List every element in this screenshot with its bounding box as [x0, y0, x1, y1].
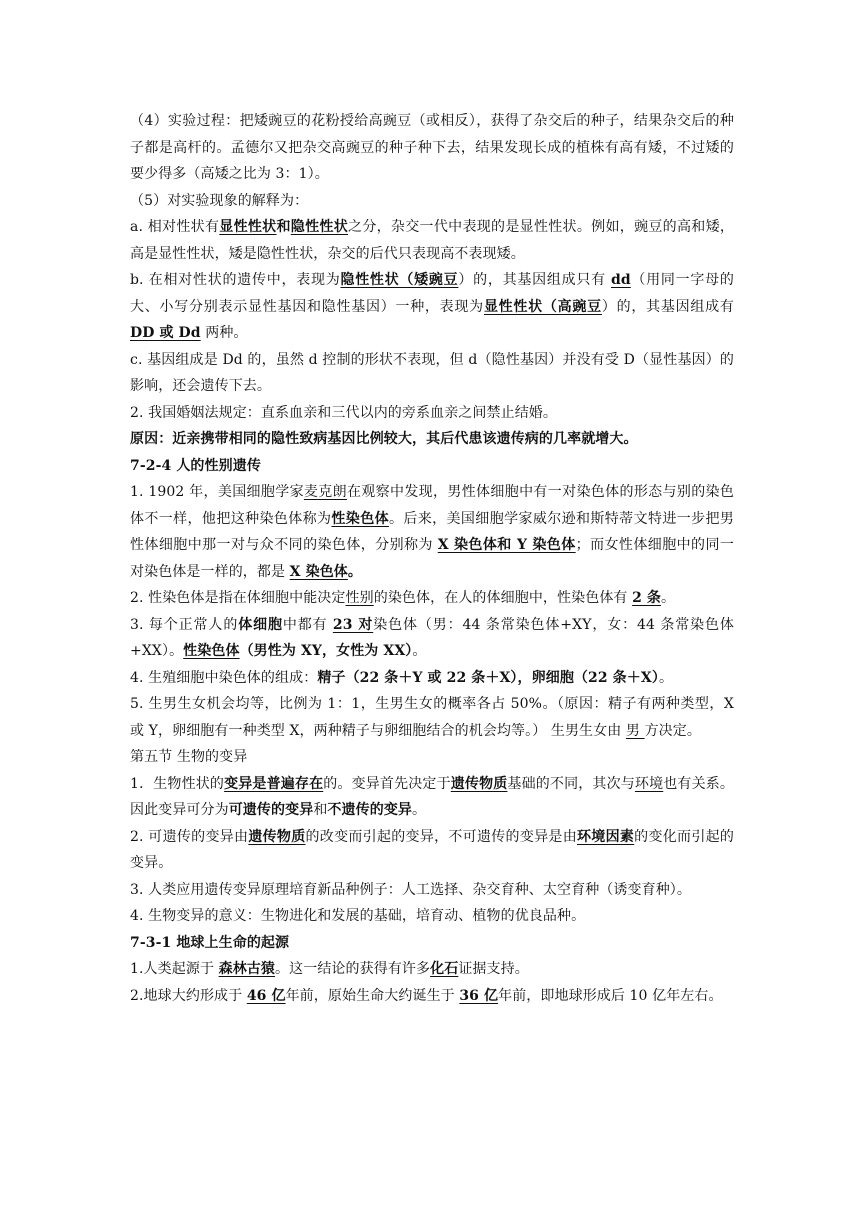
paragraph-sex-1: 1. 1902 年，美国细胞学家麦克朗在观察中发现，男性体细胞中有一对染色体的形态与别的染色体不一样，他把这种染色体称为性染色体。后来，美国细胞学家威尔逊和斯特蒂文特进一步把男性体细胞中那一对与众不同的染色体，分别称为 X 染色体和 Y 染色体；而女性体细胞中的同一对染色体是一样的，都是 X 染色体。: [130, 484, 734, 580]
paragraph-b: b. 在相对性状的遗传中，表现为隐性性状（矮豌豆）的，其基因组成只有 dd（用同一字母的大、小写分别表示显性基因和隐性基因）一种，表现为显性性状（高豌豆）的，其基因组成有 DD 或 Dd 两种。: [130, 272, 734, 341]
section-heading-7-3-1: 7-3-1 地球上生命的起源: [130, 934, 290, 951]
document-page: [130, 108, 734, 1009]
paragraph-sex-4: 4. 生殖细胞中染色体的组成：精子（22 条＋Y 或 22 条＋X），卵细胞（22 条＋X）。: [130, 669, 674, 686]
paragraph-sex-5: 5. 生男生女机会均等，比例为 1：1，生男生女的概率各占 50%。（原因：精子有两种类型，X 或 Y，卵细胞有一种类型 X，两种精子与卵细胞结合的机会均等。） 生男生女由 男 方决定。: [130, 696, 734, 739]
paragraph-variation-4: 4. 生物变异的意义：生物进化和发展的基础，培育动、植物的优良品种。: [130, 908, 586, 924]
paragraph-marriage-law: 2. 我国婚姻法规定：直系血亲和三代以内的旁系血亲之间禁止结婚。: [130, 404, 558, 421]
paragraph-explanation-heading: （5）对实验现象的解释为：: [130, 192, 309, 209]
paragraph-variation-2: 2. 可遗传的变异由遗传物质的改变而引起的变异，不可遗传的变异是由环境因素的变化而引起的变异。: [130, 828, 735, 871]
paragraph-sex-3: 3. 每个正常人的体细胞中都有 23 对染色体（男：44 条常染色体+XY，女：44 条常染色体+XX）。性染色体（男性为 XY，女性为 XX）。: [130, 616, 734, 659]
paragraph-c: c. 基因组成是 Dd 的，虽然 d 控制的形状不表现，但 d（隐性基因）并没有受 D（显性基因）的影响，还会遗传下去。: [130, 351, 734, 394]
section-heading-variation: 第五节 生物的变异: [130, 749, 248, 765]
section-heading-7-2-4: 7-2-4 人的性别遗传: [130, 457, 261, 474]
paragraph-sex-2: 2. 性染色体是指在体细胞中能决定性别的染色体，在人的体细胞中，性染色体有 2 条。: [130, 590, 676, 606]
paragraph-variation-3: 3. 人类应用遗传变异原理培育新品种例子：人工选择、杂交育种、太空育种（诱变育种）。: [130, 881, 692, 898]
paragraph-origin-1: 1.人类起源于 森林古猿。这一结论的获得有许多化石证据支持。: [130, 961, 529, 977]
paragraph-experiment-process: （4）实验过程：把矮豌豆的花粉授给高豌豆（或相反），获得了杂交后的种子，结果杂交后的种子都是高杆的。孟德尔又把杂交高豌豆的种子种下去，结果发现长成的植株有高有矮，不过矮的要少得多（高矮之比为 3：1）。: [130, 113, 734, 182]
paragraph-a: a. 相对性状有显性性状和隐性性状之分，杂交一代中表现的是显性性状。例如，豌豆的高和矮，高是显性性状，矮是隐性性状，杂交的后代只表现高不表现矮。: [130, 219, 734, 262]
paragraph-reason: 原因：近亲携带相同的隐性致病基因比例较大，其后代患该遗传病的几率就增大。: [130, 431, 638, 447]
paragraph-origin-2: 2.地球大约形成于 46 亿年前，原始生命大约诞生于 36 亿年前，即地球形成后 10 亿年左右。: [130, 987, 723, 1004]
paragraph-variation-1: 1．生物性状的变异是普遍存在的。变异首先决定于遗传物质基础的不同，其次与环境也有关系。因此变异可分为可遗传的变异和不遗传的变异。: [130, 775, 735, 818]
